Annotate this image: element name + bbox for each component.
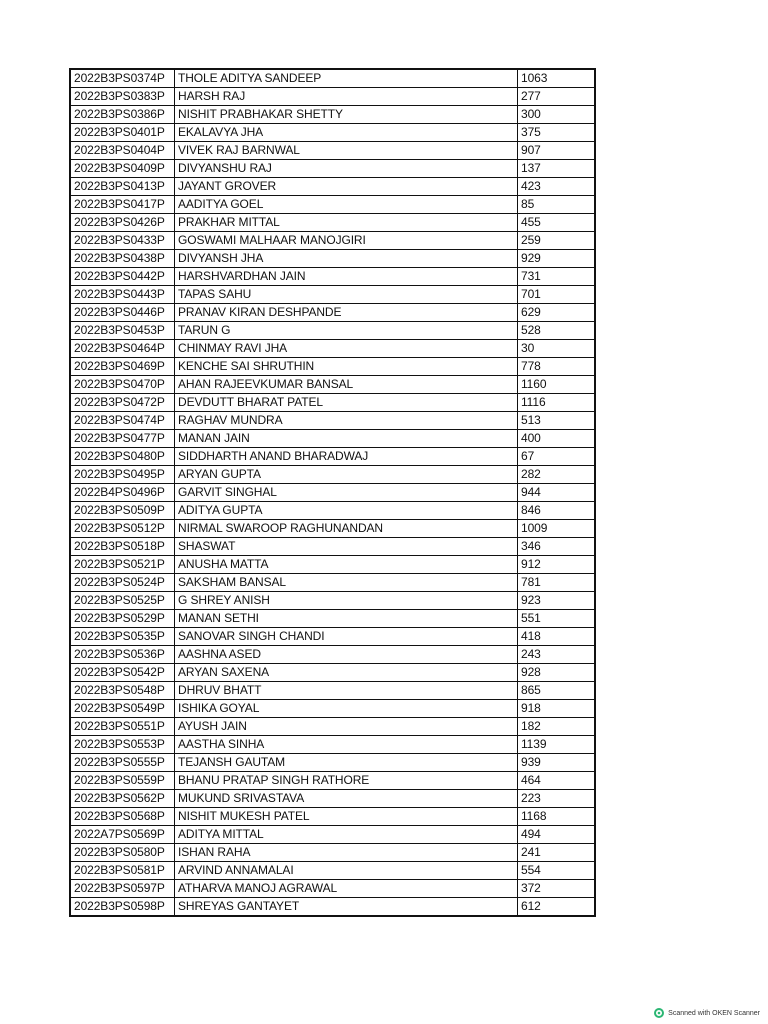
student-name-cell: GOSWAMI MALHAAR MANOJGIRI	[175, 232, 518, 250]
student-name-cell: NIRMAL SWAROOP RAGHUNANDAN	[175, 520, 518, 538]
student-id-cell: 2022B3PS0512P	[70, 520, 175, 538]
table-row	[70, 196, 595, 214]
student-name-cell: ADITYA MITTAL	[175, 826, 518, 844]
table-row	[70, 178, 595, 196]
student-name-cell: RAGHAV MUNDRA	[175, 412, 518, 430]
student-name-cell: JAYANT GROVER	[175, 178, 518, 196]
table-row	[70, 448, 595, 466]
student-name-cell: TARUN G	[175, 322, 518, 340]
student-id-cell: 2022B3PS0472P	[70, 394, 175, 412]
rank-cell: 282	[518, 466, 596, 484]
rank-cell: 629	[518, 304, 596, 322]
student-id-cell: 2022B3PS0529P	[70, 610, 175, 628]
student-id-cell: 2022B3PS0581P	[70, 862, 175, 880]
student-id-cell: 2022B3PS0426P	[70, 214, 175, 232]
student-name-cell: KENCHE SAI SHRUTHIN	[175, 358, 518, 376]
table-row	[70, 250, 595, 268]
student-id-cell: 2022A7PS0569P	[70, 826, 175, 844]
student-id-cell: 2022B3PS0477P	[70, 430, 175, 448]
student-name-cell: HARSH RAJ	[175, 88, 518, 106]
rank-cell: 1009	[518, 520, 596, 538]
rank-cell: 918	[518, 700, 596, 718]
student-name-cell: AYUSH JAIN	[175, 718, 518, 736]
table-row	[70, 754, 595, 772]
student-name-cell: THOLE ADITYA SANDEEP	[175, 69, 518, 88]
student-id-cell: 2022B3PS0524P	[70, 574, 175, 592]
table-row	[70, 376, 595, 394]
student-name-cell: SIDDHARTH ANAND BHARADWAJ	[175, 448, 518, 466]
rank-cell: 928	[518, 664, 596, 682]
rank-cell: 241	[518, 844, 596, 862]
student-name-cell: TAPAS SAHU	[175, 286, 518, 304]
student-id-cell: 2022B3PS0551P	[70, 718, 175, 736]
rank-cell: 778	[518, 358, 596, 376]
table-row	[70, 592, 595, 610]
table-row	[70, 538, 595, 556]
table-row	[70, 826, 595, 844]
scanner-watermark-text: Scanned with OKEN Scanner	[668, 1009, 760, 1017]
rank-cell: 554	[518, 862, 596, 880]
table-row	[70, 862, 595, 880]
table-row	[70, 610, 595, 628]
rank-cell: 781	[518, 574, 596, 592]
student-name-cell: MANAN SETHI	[175, 610, 518, 628]
table-row	[70, 88, 595, 106]
student-id-cell: 2022B3PS0433P	[70, 232, 175, 250]
table-row	[70, 394, 595, 412]
rank-cell: 1063	[518, 69, 596, 88]
student-name-cell: HARSHVARDHAN JAIN	[175, 268, 518, 286]
student-name-cell: MUKUND SRIVASTAVA	[175, 790, 518, 808]
student-id-cell: 2022B3PS0464P	[70, 340, 175, 358]
student-id-cell: 2022B3PS0386P	[70, 106, 175, 124]
table-row	[70, 268, 595, 286]
rank-cell: 551	[518, 610, 596, 628]
student-id-cell: 2022B3PS0374P	[70, 69, 175, 88]
table-row	[70, 160, 595, 178]
student-id-cell: 2022B3PS0417P	[70, 196, 175, 214]
student-id-cell: 2022B3PS0383P	[70, 88, 175, 106]
rank-cell: 912	[518, 556, 596, 574]
rank-cell: 731	[518, 268, 596, 286]
rank-cell: 277	[518, 88, 596, 106]
rank-cell: 1160	[518, 376, 596, 394]
rank-cell: 223	[518, 790, 596, 808]
student-name-cell: DEVDUTT BHARAT PATEL	[175, 394, 518, 412]
student-id-cell: 2022B3PS0598P	[70, 898, 175, 917]
student-name-cell: NISHIT MUKESH PATEL	[175, 808, 518, 826]
rank-cell: 30	[518, 340, 596, 358]
student-table-body	[70, 69, 595, 916]
rank-cell: 846	[518, 502, 596, 520]
student-id-cell: 2022B3PS0409P	[70, 160, 175, 178]
student-id-cell: 2022B3PS0535P	[70, 628, 175, 646]
student-id-cell: 2022B3PS0555P	[70, 754, 175, 772]
rank-cell: 400	[518, 430, 596, 448]
table-row	[70, 844, 595, 862]
student-id-cell: 2022B3PS0442P	[70, 268, 175, 286]
student-name-cell: ARYAN SAXENA	[175, 664, 518, 682]
table-row	[70, 736, 595, 754]
rank-cell: 865	[518, 682, 596, 700]
student-name-cell: AASTHA SINHA	[175, 736, 518, 754]
rank-cell: 85	[518, 196, 596, 214]
student-name-cell: ARVIND ANNAMALAI	[175, 862, 518, 880]
student-name-cell: GARVIT SINGHAL	[175, 484, 518, 502]
student-id-cell: 2022B3PS0518P	[70, 538, 175, 556]
rank-cell: 372	[518, 880, 596, 898]
table-row	[70, 340, 595, 358]
table-row	[70, 718, 595, 736]
rank-cell: 418	[518, 628, 596, 646]
student-name-cell: AASHNA ASED	[175, 646, 518, 664]
student-table	[69, 68, 596, 917]
student-id-cell: 2022B3PS0568P	[70, 808, 175, 826]
rank-cell: 907	[518, 142, 596, 160]
table-row	[70, 898, 595, 917]
table-row	[70, 520, 595, 538]
student-name-cell: TEJANSH GAUTAM	[175, 754, 518, 772]
rank-cell: 259	[518, 232, 596, 250]
rank-cell: 944	[518, 484, 596, 502]
student-name-cell: ATHARVA MANOJ AGRAWAL	[175, 880, 518, 898]
rank-cell: 346	[518, 538, 596, 556]
rank-cell: 513	[518, 412, 596, 430]
rank-cell: 375	[518, 124, 596, 142]
student-id-cell: 2022B3PS0559P	[70, 772, 175, 790]
table-row	[70, 628, 595, 646]
table-row	[70, 322, 595, 340]
student-name-cell: SAKSHAM BANSAL	[175, 574, 518, 592]
table-row	[70, 214, 595, 232]
student-id-cell: 2022B3PS0453P	[70, 322, 175, 340]
student-id-cell: 2022B3PS0549P	[70, 700, 175, 718]
table-row	[70, 574, 595, 592]
student-id-cell: 2022B3PS0470P	[70, 376, 175, 394]
student-name-cell: VIVEK RAJ BARNWAL	[175, 142, 518, 160]
student-id-cell: 2022B3PS0562P	[70, 790, 175, 808]
rank-cell: 939	[518, 754, 596, 772]
student-id-cell: 2022B3PS0469P	[70, 358, 175, 376]
student-name-cell: SHREYAS GANTAYET	[175, 898, 518, 917]
student-name-cell: AADITYA GOEL	[175, 196, 518, 214]
student-name-cell: ISHIKA GOYAL	[175, 700, 518, 718]
rank-cell: 701	[518, 286, 596, 304]
table-row	[70, 232, 595, 250]
rank-cell: 1139	[518, 736, 596, 754]
student-name-cell: SANOVAR SINGH CHANDI	[175, 628, 518, 646]
table-row	[70, 412, 595, 430]
table-row	[70, 502, 595, 520]
student-name-cell: AHAN RAJEEVKUMAR BANSAL	[175, 376, 518, 394]
table-row	[70, 358, 595, 376]
student-name-cell: NISHIT PRABHAKAR SHETTY	[175, 106, 518, 124]
table-row	[70, 682, 595, 700]
table-row	[70, 664, 595, 682]
table-row	[70, 790, 595, 808]
rank-cell: 300	[518, 106, 596, 124]
student-id-cell: 2022B3PS0536P	[70, 646, 175, 664]
student-name-cell: ADITYA GUPTA	[175, 502, 518, 520]
student-id-cell: 2022B3PS0525P	[70, 592, 175, 610]
rank-cell: 1116	[518, 394, 596, 412]
table-row	[70, 880, 595, 898]
student-id-cell: 2022B3PS0413P	[70, 178, 175, 196]
table-row	[70, 808, 595, 826]
rank-cell: 423	[518, 178, 596, 196]
student-id-cell: 2022B3PS0597P	[70, 880, 175, 898]
student-name-cell: DIVYANSH JHA	[175, 250, 518, 268]
table-row	[70, 286, 595, 304]
student-name-cell: CHINMAY RAVI JHA	[175, 340, 518, 358]
rank-cell: 923	[518, 592, 596, 610]
rank-cell: 137	[518, 160, 596, 178]
student-id-cell: 2022B3PS0521P	[70, 556, 175, 574]
student-id-cell: 2022B3PS0404P	[70, 142, 175, 160]
student-id-cell: 2022B3PS0542P	[70, 664, 175, 682]
student-id-cell: 2022B3PS0446P	[70, 304, 175, 322]
table-row	[70, 142, 595, 160]
table-row	[70, 700, 595, 718]
table-row	[70, 466, 595, 484]
scanner-watermark	[654, 1008, 760, 1018]
table-row	[70, 484, 595, 502]
student-name-cell: ARYAN GUPTA	[175, 466, 518, 484]
student-id-cell: 2022B3PS0553P	[70, 736, 175, 754]
rank-cell: 528	[518, 322, 596, 340]
oken-scanner-logo-icon	[654, 1008, 664, 1018]
student-name-cell: DHRUV BHATT	[175, 682, 518, 700]
student-id-cell: 2022B3PS0480P	[70, 448, 175, 466]
student-name-cell: DIVYANSHU RAJ	[175, 160, 518, 178]
student-name-cell: EKALAVYA JHA	[175, 124, 518, 142]
student-name-cell: BHANU PRATAP SINGH RATHORE	[175, 772, 518, 790]
rank-cell: 612	[518, 898, 596, 917]
student-id-cell: 2022B3PS0474P	[70, 412, 175, 430]
rank-cell: 67	[518, 448, 596, 466]
rank-cell: 1168	[518, 808, 596, 826]
table-row	[70, 124, 595, 142]
student-id-cell: 2022B3PS0443P	[70, 286, 175, 304]
student-id-cell: 2022B3PS0548P	[70, 682, 175, 700]
student-name-cell: SHASWAT	[175, 538, 518, 556]
student-name-cell: ANUSHA MATTA	[175, 556, 518, 574]
student-id-cell: 2022B3PS0495P	[70, 466, 175, 484]
student-id-cell: 2022B3PS0509P	[70, 502, 175, 520]
student-name-cell: MANAN JAIN	[175, 430, 518, 448]
student-id-cell: 2022B3PS0438P	[70, 250, 175, 268]
rank-cell: 182	[518, 718, 596, 736]
rank-cell: 494	[518, 826, 596, 844]
rank-cell: 455	[518, 214, 596, 232]
rank-cell: 929	[518, 250, 596, 268]
rank-cell: 243	[518, 646, 596, 664]
student-name-cell: G SHREY ANISH	[175, 592, 518, 610]
table-row	[70, 304, 595, 322]
student-name-cell: PRAKHAR MITTAL	[175, 214, 518, 232]
student-name-cell: ISHAN RAHA	[175, 844, 518, 862]
student-id-cell: 2022B3PS0580P	[70, 844, 175, 862]
table-row	[70, 646, 595, 664]
table-row	[70, 106, 595, 124]
student-id-cell: 2022B3PS0401P	[70, 124, 175, 142]
table-row	[70, 556, 595, 574]
student-id-cell: 2022B4PS0496P	[70, 484, 175, 502]
rank-cell: 464	[518, 772, 596, 790]
table-row	[70, 430, 595, 448]
student-name-cell: PRANAV KIRAN DESHPANDE	[175, 304, 518, 322]
table-row	[70, 772, 595, 790]
table-row	[70, 69, 595, 88]
